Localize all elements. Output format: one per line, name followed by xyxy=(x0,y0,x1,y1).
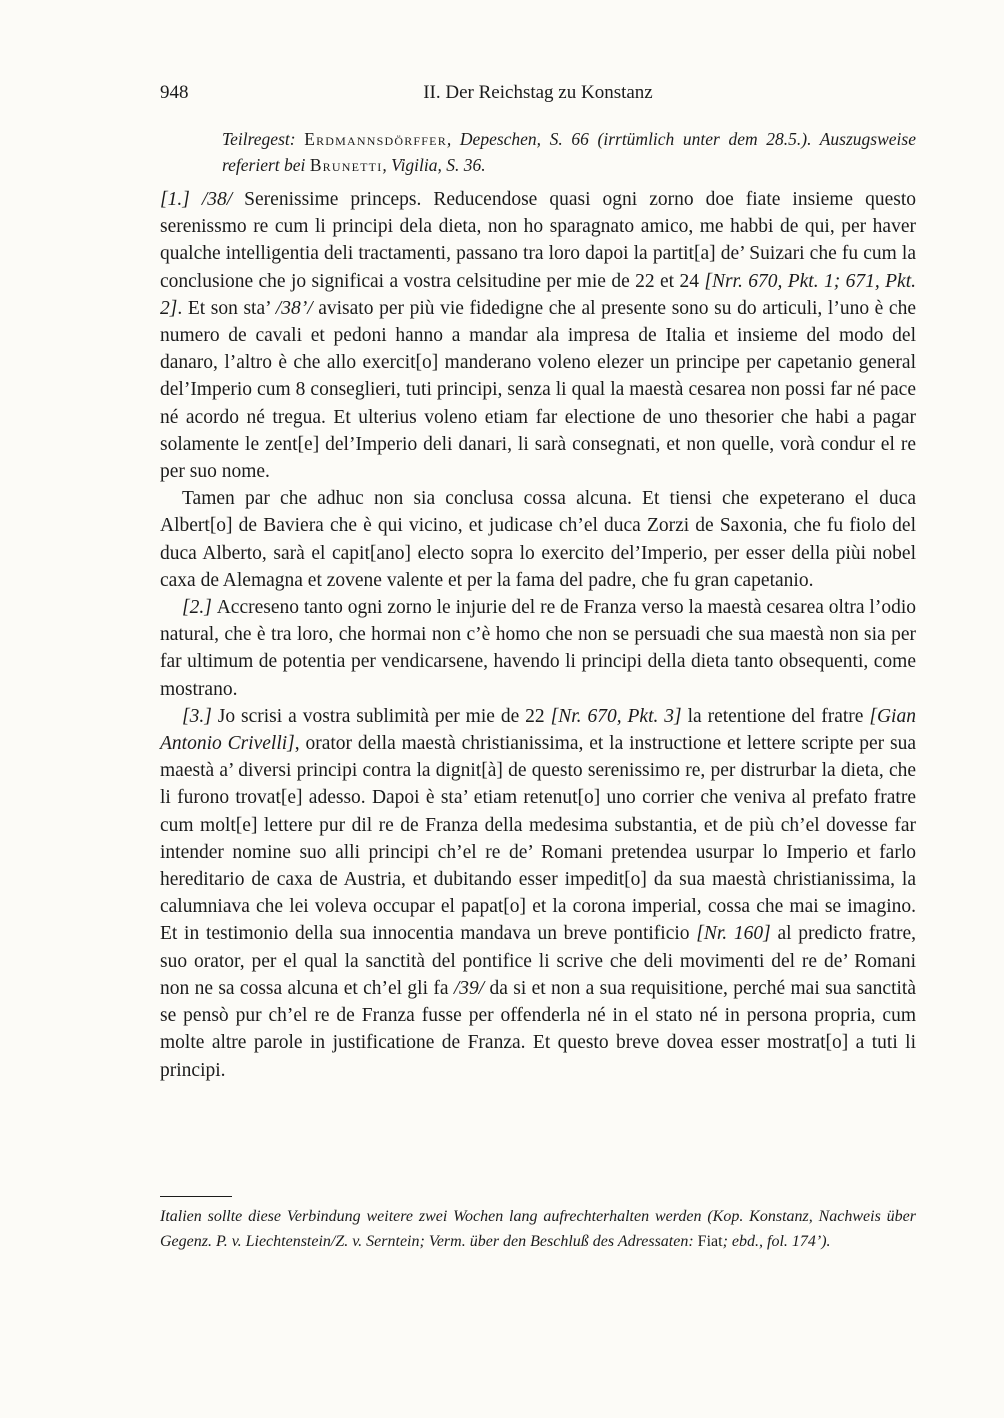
text-run: ; ebd., fol. 174’). xyxy=(722,1232,831,1250)
text-run: , Vigilia, S. 36. xyxy=(382,155,486,175)
text-run: [Nr. 670, Pkt. 3] xyxy=(550,705,682,727)
text-run: Jo scrisi a vostra sublimità per mie de 22 xyxy=(217,705,551,727)
text-run: Serenissime princeps. Reducendose quasi ogni zorno doe fiate insieme questo serenissmo re cum li principi dela dieta, non ho sparagnato amico, me habbi de qui, per haver qualche intelligentia deli tractamenti, passano tra loro dapoi la partit[a] de’ Suizari che fu cum la conclusione che jo significai a vostra celsitudine per mie de 22 et 24 xyxy=(160,189,916,292)
text-run: , Depeschen, S. 66 (irrtümlich unter dem 28.5.). Auszugsweise referiert bei xyxy=(222,129,916,175)
footnote-text xyxy=(160,1205,916,1254)
footnote-rule xyxy=(160,1196,232,1197)
text-run: . Et son sta’ xyxy=(177,297,276,319)
text-run: [Nrr. 670, Pkt. 1; 671, Pkt. 2] xyxy=(160,270,916,319)
footnote-block xyxy=(160,1196,916,1254)
paragraph xyxy=(160,703,916,1084)
text-run: [Nr. 160] xyxy=(696,923,771,945)
text-run: al predicto fratre, suo orator, per el qual la sanctità del pontifice li scrive che deli movimenti del re de’ Romani non ne sa cossa alcuna et ch’el gli fa xyxy=(160,923,916,999)
text-run: avisato per più vie fidedigne che al presente sono su do articuli, l’uno è che numero de cavali et pedoni hanno a mandar ala impresa de Italia et insieme del modo del danaro, l’altro è che allo exercit[o] manderano voleno elezer un principe per capetanio general del’Imperio cum 8 conseglieri, tuti principi, senza li qual la maestà cesarea non possi far né pace né acordo né tregua. Et ulterius voleno etiam far electione de uno thesorier che habi a pagar solamente le zent[e] del’Imperio deli danari, li sarà consegnati, et non quelle, vorà condur el re per suo nome. xyxy=(160,297,916,483)
text-run: Teilregest: xyxy=(222,129,305,149)
text-run: [1.] /38/ xyxy=(160,189,245,210)
page-header xyxy=(160,82,916,110)
text-run: Erdmannsdörffer xyxy=(304,129,447,149)
text-run: Tamen par che adhuc non sia conclusa cossa alcuna. Et tiensi che expeterano el duca Albert[o] de Baviera che è qui vicino, et judicase ch’el duca Zorzi de Saxonia, che fu fiolo del duca Alberto, sarà el capit[ano] electo sopra lo exercito del’Imperio, per esser della piùi nobel caxa de Alemagna et zovene valente et per la fama del padre, che fu gran capetanio. xyxy=(160,488,916,591)
text-run: Italien sollte diese Verbindung weitere zwei Wochen lang aufrechterhalten werden (Kop. Konstanz, Nachweis über Gegenz. P. v. Liechtenstein/Z. v. Serntein; Verm. über den Beschluß des Adressaten: xyxy=(160,1208,916,1250)
main-text xyxy=(160,186,916,1084)
text-run: [2.] xyxy=(182,597,217,619)
text-run: [3.] xyxy=(182,705,218,727)
text-run: Brunetti xyxy=(309,155,383,175)
text-run: [Gian Antonio Crivelli] xyxy=(160,705,916,755)
text-run: la retentione del fratre xyxy=(681,705,870,727)
text-run: da si et non a sua requisitione, perché mai sua sanctità se pensò pur ch’el re de Franza fusse per offenderla né in el stato né in persona propria, cum molte altre parole in justificatione de Franza. Et questo breve dovea esser mostrat[o] a tuti li principi. xyxy=(160,977,916,1081)
text-run: , orator della maestà christianissima, et la instructione et lettere scripte per sua maestà a’ diversi principi contra la dignit[à] de questo serenissimo re, per distrurbar la dieta, che li furono trovat[e] adesso. Dapoi è sta’ etiam retenut[o] uno corrier che veniva al prefato fratre cum molt[e] lettere pur dil re de Franza della medesima substantia, et de più ch’el dovesse far intender nomine suo alli principi ch’el re de’ Romani pretendea usurpar lo Imperio et farlo hereditario de caxa de Austria, et dubitando esser impedit[o] da sua maestà christianissima, la calumniava che lei voleva occupar el papat[o] et la corona imperial, cossa che mai se imagino. Et in testimonio della sua innocentia mandava un breve pontificio xyxy=(160,733,916,945)
running-head: II. Der Reichstag zu Konstanz xyxy=(423,82,653,103)
text-run: /39/ xyxy=(453,977,485,999)
paragraph xyxy=(160,485,916,594)
text-run: Fiat xyxy=(697,1232,723,1250)
teilregest xyxy=(160,126,916,178)
paragraph xyxy=(160,594,916,703)
page-number: 948 xyxy=(160,82,189,103)
text-run: Accreseno tanto ogni zorno le injurie del re de Franza verso la maestà cesarea oltra l’odio natural, che è tra loro, che hormai non c’è homo che non se persuadi che sua maestà non sia per far ultimum de potentia per vendicarsene, havendo li principi della dieta tanto obsequenti, come mostrano. xyxy=(160,597,916,700)
paragraph xyxy=(160,186,916,485)
text-run: /38’/ xyxy=(275,297,313,319)
